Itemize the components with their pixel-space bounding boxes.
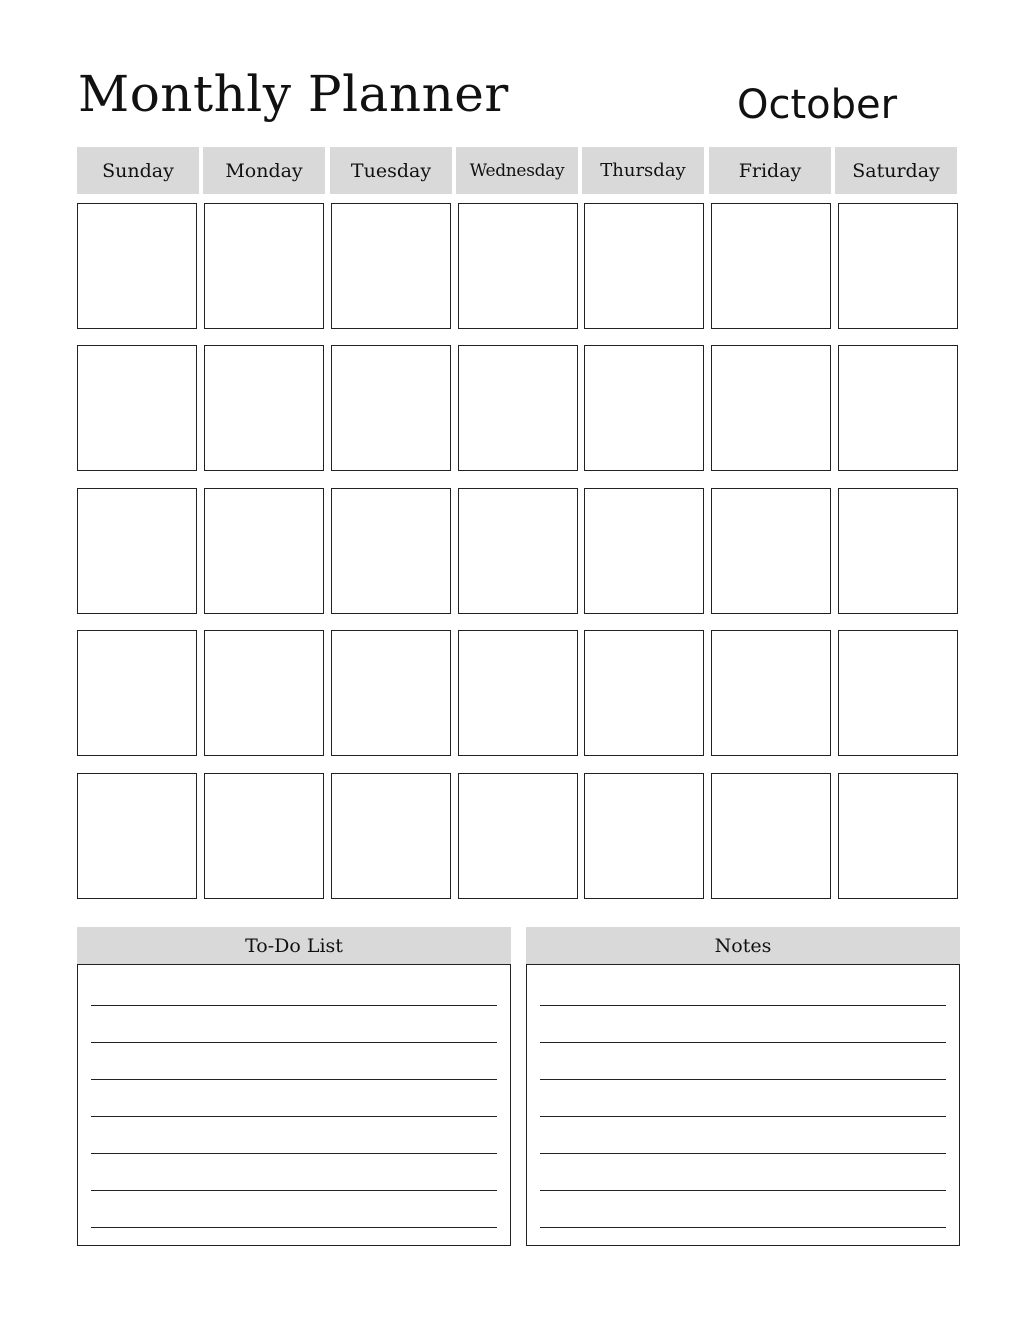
day-cell-week3-thursday[interactable] — [584, 488, 704, 614]
day-cell-week5-wednesday[interactable] — [458, 773, 578, 899]
day-header-sunday: Sunday — [77, 147, 199, 194]
day-cell-week4-friday[interactable] — [711, 630, 831, 756]
day-cell-week3-saturday[interactable] — [838, 488, 958, 614]
day-header-thursday: Thursday — [582, 147, 704, 194]
todo-line[interactable] — [91, 1042, 497, 1043]
notes-line[interactable] — [540, 1116, 946, 1117]
day-header-tuesday: Tuesday — [330, 147, 452, 194]
day-cell-week1-monday[interactable] — [204, 203, 324, 329]
day-cell-week4-sunday[interactable] — [77, 630, 197, 756]
day-header-friday: Friday — [709, 147, 831, 194]
day-cell-week1-saturday[interactable] — [838, 203, 958, 329]
todo-line[interactable] — [91, 1005, 497, 1006]
notes-line[interactable] — [540, 1042, 946, 1043]
todo-header: To-Do List — [77, 927, 511, 964]
day-cell-week3-monday[interactable] — [204, 488, 324, 614]
day-cell-week2-wednesday[interactable] — [458, 345, 578, 471]
day-cell-week2-friday[interactable] — [711, 345, 831, 471]
notes-header: Notes — [526, 927, 960, 964]
month-label: October — [737, 82, 898, 128]
day-cell-week4-monday[interactable] — [204, 630, 324, 756]
todo-line[interactable] — [91, 1116, 497, 1117]
day-header-saturday: Saturday — [835, 147, 957, 194]
day-cell-week5-tuesday[interactable] — [331, 773, 451, 899]
day-header-wednesday: Wednesday — [456, 147, 578, 194]
page-title: Monthly Planner — [78, 65, 509, 123]
todo-line[interactable] — [91, 1153, 497, 1154]
notes-box[interactable] — [526, 964, 960, 1246]
day-cell-week3-friday[interactable] — [711, 488, 831, 614]
notes-line[interactable] — [540, 1005, 946, 1006]
todo-line[interactable] — [91, 1227, 497, 1228]
day-cell-week3-wednesday[interactable] — [458, 488, 578, 614]
notes-line[interactable] — [540, 1079, 946, 1080]
todo-line[interactable] — [91, 1190, 497, 1191]
day-cell-week1-tuesday[interactable] — [331, 203, 451, 329]
notes-line[interactable] — [540, 1227, 946, 1228]
day-cell-week2-saturday[interactable] — [838, 345, 958, 471]
day-cell-week5-sunday[interactable] — [77, 773, 197, 899]
day-header-monday: Monday — [203, 147, 325, 194]
day-cell-week5-friday[interactable] — [711, 773, 831, 899]
day-cell-week3-tuesday[interactable] — [331, 488, 451, 614]
day-cell-week2-monday[interactable] — [204, 345, 324, 471]
day-cell-week3-sunday[interactable] — [77, 488, 197, 614]
day-cell-week4-thursday[interactable] — [584, 630, 704, 756]
day-cell-week2-thursday[interactable] — [584, 345, 704, 471]
day-cell-week5-saturday[interactable] — [838, 773, 958, 899]
day-cell-week5-monday[interactable] — [204, 773, 324, 899]
notes-line[interactable] — [540, 1190, 946, 1191]
day-cell-week4-wednesday[interactable] — [458, 630, 578, 756]
todo-list-box[interactable] — [77, 964, 511, 1246]
day-cell-week4-tuesday[interactable] — [331, 630, 451, 756]
day-cell-week1-wednesday[interactable] — [458, 203, 578, 329]
day-cell-week2-tuesday[interactable] — [331, 345, 451, 471]
day-cell-week1-friday[interactable] — [711, 203, 831, 329]
day-cell-week5-thursday[interactable] — [584, 773, 704, 899]
day-cell-week2-sunday[interactable] — [77, 345, 197, 471]
day-cell-week4-saturday[interactable] — [838, 630, 958, 756]
todo-line[interactable] — [91, 1079, 497, 1080]
notes-line[interactable] — [540, 1153, 946, 1154]
day-cell-week1-sunday[interactable] — [77, 203, 197, 329]
day-cell-week1-thursday[interactable] — [584, 203, 704, 329]
